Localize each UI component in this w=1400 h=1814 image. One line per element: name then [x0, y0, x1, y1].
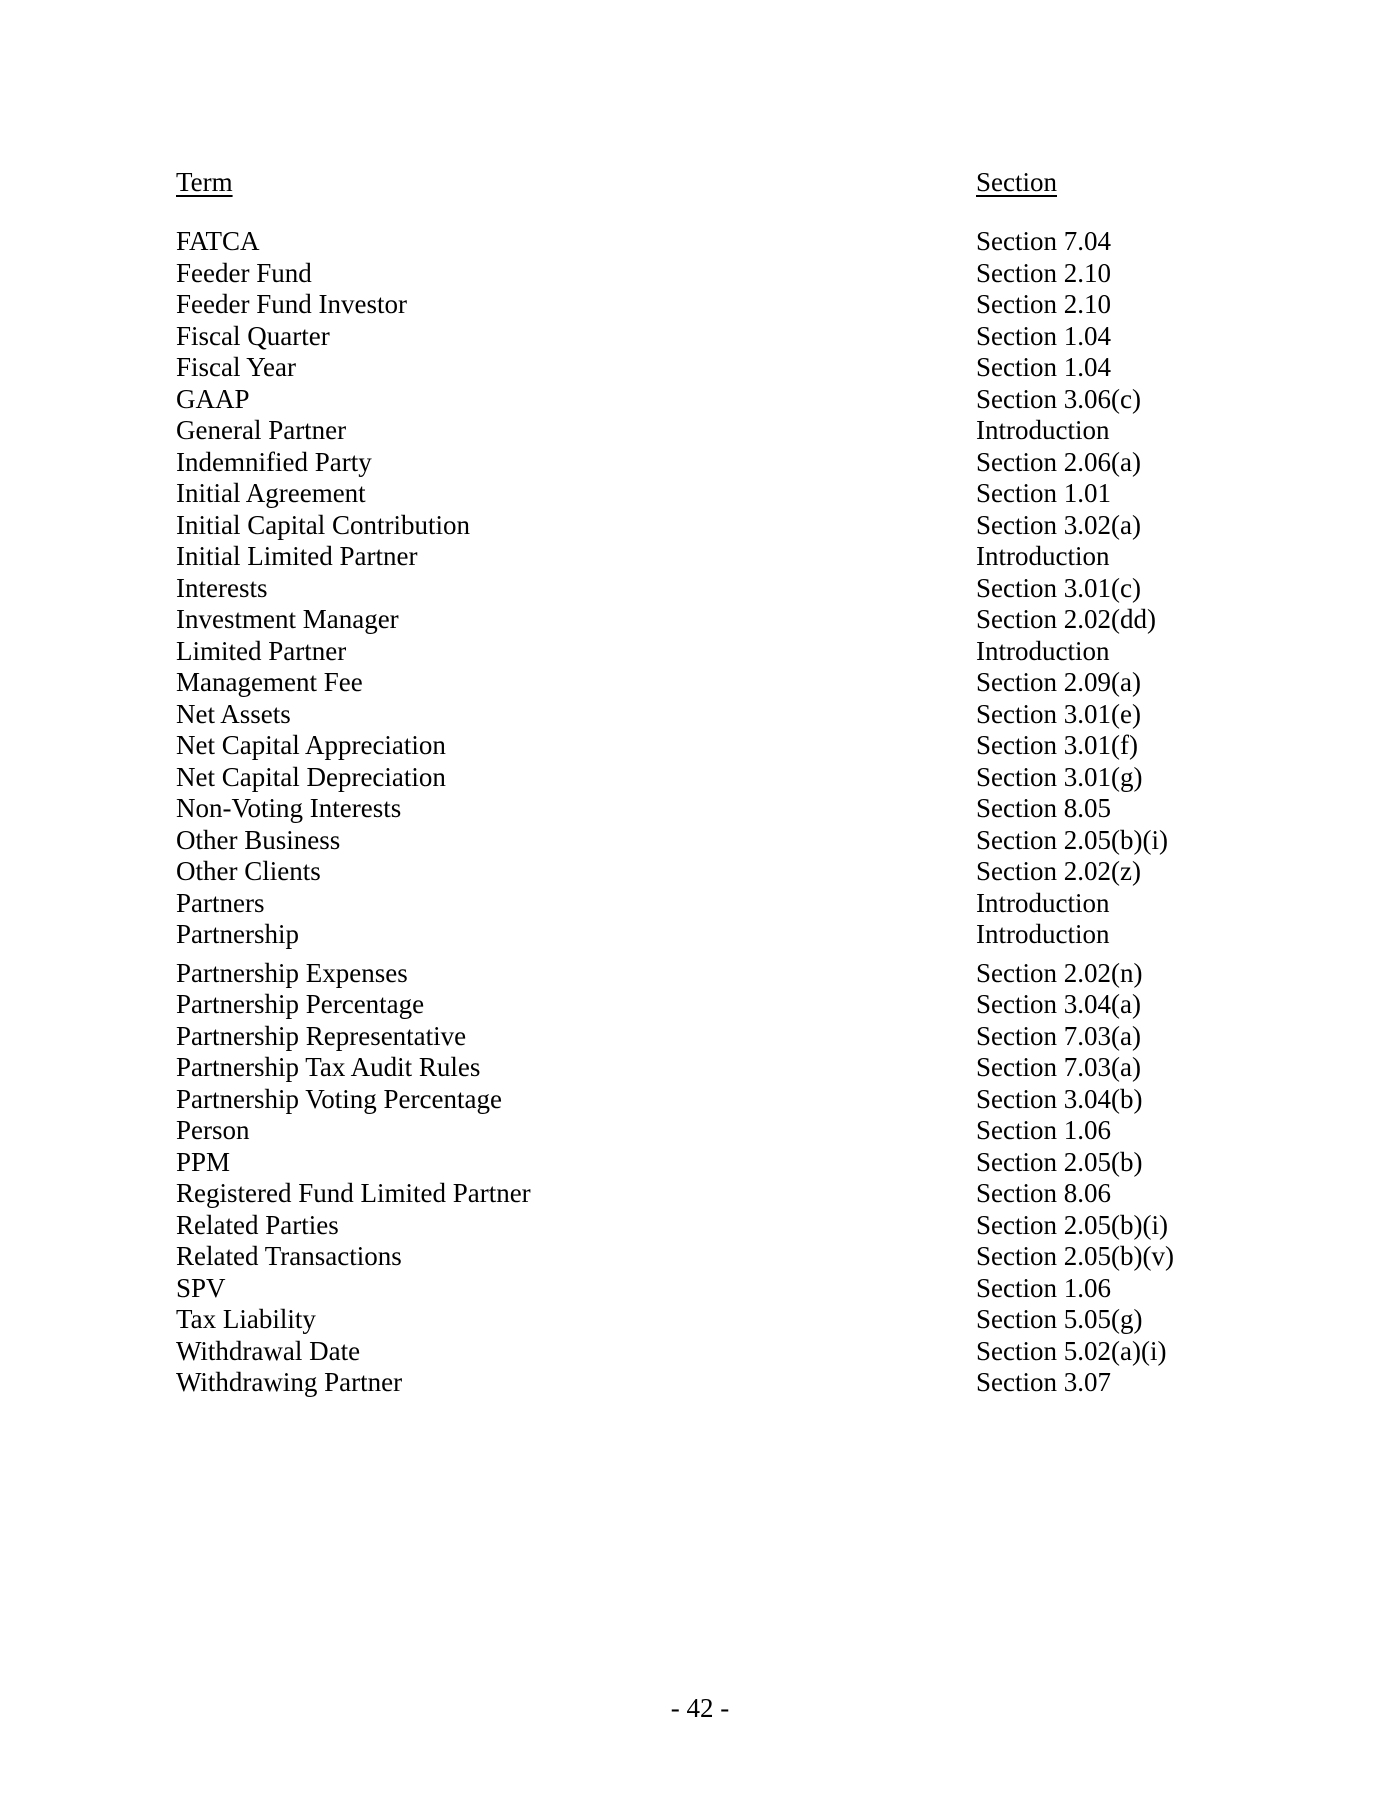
- table-row: [176, 226, 1176, 258]
- term-cell: Fiscal Year: [176, 352, 296, 382]
- term-cell: Withdrawing Partner: [176, 1367, 403, 1397]
- section-cell: Introduction: [976, 541, 1110, 571]
- term-cell: Partners: [176, 887, 265, 918]
- section-cell: Section 3.01(c): [976, 572, 1141, 603]
- section-cell: Section 1.04: [976, 352, 1111, 382]
- term-cell: Net Capital Depreciation: [176, 761, 446, 792]
- section-column-header: Section: [976, 167, 1057, 197]
- section-cell: Section 3.06(c): [976, 383, 1141, 414]
- table-row: [176, 730, 1176, 762]
- table-row: [176, 989, 1176, 1021]
- term-column-header: Term: [176, 167, 233, 197]
- table-row: [176, 321, 1176, 353]
- table-row: [176, 667, 1176, 699]
- term-cell: Partnership Expenses: [176, 957, 408, 988]
- table-row: [176, 415, 1176, 447]
- section-cell: Section 2.09(a): [976, 667, 1141, 697]
- table-row: [176, 1084, 1176, 1116]
- term-cell: Management Fee: [176, 667, 363, 697]
- table-row: [176, 636, 1176, 668]
- section-cell: Introduction: [976, 887, 1110, 918]
- table-row: [176, 825, 1176, 857]
- term-cell: FATCA: [176, 226, 260, 256]
- table-row: [176, 352, 1176, 384]
- term-cell: Partnership Representative: [176, 1020, 467, 1051]
- term-cell: General Partner: [176, 415, 347, 445]
- section-cell: Section 3.01(f): [976, 730, 1138, 760]
- term-cell: Related Transactions: [176, 1241, 402, 1271]
- table-row: [176, 1210, 1176, 1242]
- term-cell: Investment Manager: [176, 604, 399, 634]
- term-cell: Other Business: [176, 824, 341, 855]
- table-row: [176, 1021, 1176, 1053]
- section-cell: Section 3.01(e): [976, 698, 1141, 729]
- table-row: [176, 1304, 1176, 1336]
- table-row: [176, 1241, 1176, 1273]
- section-cell: Section 3.04(b): [976, 1083, 1143, 1114]
- section-cell: Section 2.02(n): [976, 957, 1143, 988]
- term-cell: Fiscal Quarter: [176, 320, 330, 351]
- section-cell: Section 7.04: [976, 226, 1111, 256]
- table-row: [176, 1052, 1176, 1084]
- table-row: [176, 573, 1176, 605]
- section-cell: Section 3.04(a): [976, 989, 1141, 1019]
- section-cell: Section 2.05(b): [976, 1146, 1143, 1177]
- term-cell: Withdrawal Date: [176, 1335, 361, 1366]
- term-cell: Registered Fund Limited Partner: [176, 1178, 531, 1208]
- table-row: [176, 762, 1176, 794]
- term-cell: Non-Voting Interests: [176, 793, 402, 823]
- table-row: [176, 478, 1176, 510]
- term-cell: Initial Capital Contribution: [176, 509, 470, 540]
- section-cell: Section 8.05: [976, 793, 1111, 823]
- term-cell: Initial Agreement: [176, 478, 366, 508]
- section-cell: Section 2.05(b)(i): [976, 1209, 1168, 1240]
- term-cell: Partnership: [176, 919, 299, 949]
- table-row: [176, 1367, 1176, 1399]
- section-cell: Section 3.07: [976, 1367, 1111, 1397]
- term-cell: Partnership Percentage: [176, 989, 425, 1019]
- section-cell: Section 3.01(g): [976, 761, 1143, 792]
- section-cell: Introduction: [976, 919, 1110, 949]
- section-cell: Section 5.05(g): [976, 1304, 1143, 1334]
- table-row: [176, 1336, 1176, 1368]
- table-row: [176, 384, 1176, 416]
- term-cell: Limited Partner: [176, 635, 347, 666]
- table-row: [176, 604, 1176, 636]
- table-row: [176, 289, 1176, 321]
- term-cell: Feeder Fund Investor: [176, 289, 407, 319]
- term-cell: Indemnified Party: [176, 446, 372, 477]
- table-row: [176, 1115, 1176, 1147]
- section-cell: Section 5.02(a)(i): [976, 1335, 1167, 1366]
- term-cell: Net Assets: [176, 698, 291, 729]
- term-cell: Partnership Voting Percentage: [176, 1083, 502, 1114]
- section-cell: Section 2.10: [976, 289, 1111, 319]
- term-cell: GAAP: [176, 383, 250, 414]
- section-cell: Introduction: [976, 635, 1110, 666]
- section-cell: Section 3.02(a): [976, 509, 1141, 540]
- table-row: [176, 447, 1176, 479]
- term-cell: Net Capital Appreciation: [176, 730, 446, 760]
- table-row: [176, 510, 1176, 542]
- table-row: [176, 1178, 1176, 1210]
- term-cell: Partnership Tax Audit Rules: [176, 1052, 481, 1082]
- term-cell: Feeder Fund: [176, 257, 312, 288]
- term-cell: Related Parties: [176, 1209, 339, 1240]
- section-cell: Section 1.06: [976, 1115, 1111, 1145]
- term-cell: Other Clients: [176, 856, 321, 886]
- table-row: [176, 1273, 1176, 1305]
- section-cell: Section 2.05(b)(i): [976, 824, 1168, 855]
- page-number: - 42 -: [670, 1693, 730, 1723]
- section-cell: Section 7.03(a): [976, 1020, 1141, 1051]
- table-row: [176, 699, 1176, 731]
- term-cell: Interests: [176, 572, 268, 603]
- section-cell: Section 7.03(a): [976, 1052, 1141, 1082]
- table-row: [176, 793, 1176, 825]
- term-cell: Person: [176, 1115, 250, 1145]
- table-header: [176, 164, 1176, 200]
- table-row: [176, 541, 1176, 573]
- table-row: [176, 958, 1176, 990]
- table-row: [176, 888, 1176, 920]
- section-cell: Section 1.06: [976, 1272, 1111, 1303]
- table-row: [176, 1147, 1176, 1179]
- table-row: [176, 856, 1176, 888]
- term-cell: PPM: [176, 1146, 231, 1177]
- term-cell: Tax Liability: [176, 1304, 316, 1334]
- table-row: [176, 919, 1176, 951]
- section-cell: Section 1.04: [976, 320, 1111, 351]
- section-cell: Section 1.01: [976, 478, 1111, 508]
- section-cell: Section 2.06(a): [976, 446, 1141, 477]
- section-cell: Introduction: [976, 415, 1110, 445]
- section-cell: Section 2.02(z): [976, 856, 1141, 886]
- defined-terms-list: [176, 226, 1176, 1399]
- section-cell: Section 2.02(dd): [976, 604, 1156, 634]
- section-cell: Section 2.05(b)(v): [976, 1241, 1174, 1271]
- term-cell: Initial Limited Partner: [176, 541, 418, 571]
- section-cell: Section 8.06: [976, 1178, 1111, 1208]
- section-cell: Section 2.10: [976, 257, 1111, 288]
- table-row: [176, 258, 1176, 290]
- term-cell: SPV: [176, 1272, 226, 1303]
